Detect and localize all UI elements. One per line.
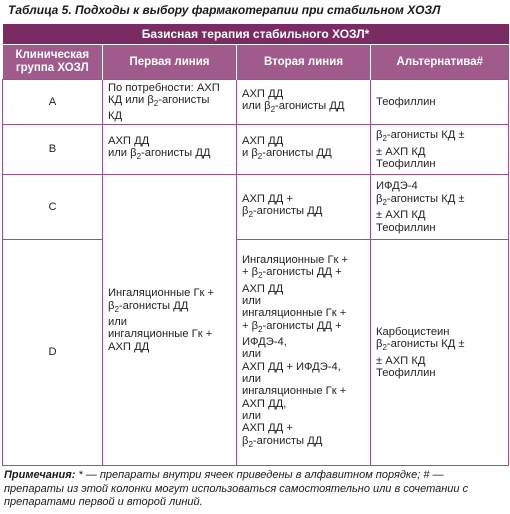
header-group	[3, 45, 103, 80]
cell-line: АХП ДД +	[242, 422, 293, 435]
table-row-d	[3, 239, 509, 465]
first-line-cell	[103, 80, 237, 124]
cell-line: или $\beta_2$-агонисты ДД	[242, 100, 345, 115]
cell-line: $\beta_2$-агонисты ДД	[242, 205, 323, 220]
banner-row	[3, 24, 509, 45]
cell-line: АХП ДД	[108, 340, 150, 353]
header-second-line: Вторая линия	[237, 45, 371, 80]
alternative-cell	[371, 239, 509, 465]
cell-line: АХП ДД +	[242, 192, 293, 205]
cell-line: АХП ДД,	[242, 397, 287, 410]
cell-line: КД или $\beta_2$-агонисты	[108, 93, 210, 109]
footnote-text: * — препараты внутри ячеек приведены в алфавитном порядке; # — препараты из этой колонки могут использоваться самостоятельно или в сочетании с препаратами первой и второй линий.	[4, 469, 469, 508]
cell-line: или	[242, 348, 262, 361]
group-cell: B	[3, 124, 103, 174]
cell-line: или $\beta_2$-агонисты ДД	[108, 147, 211, 162]
group-cell: A	[3, 80, 103, 124]
cell-line: Теофиллин	[376, 221, 436, 234]
cell-line: ИФДЭ-4,	[242, 336, 287, 349]
cell-line: или	[108, 316, 128, 329]
therapy-table	[2, 24, 509, 466]
second-line-cell	[237, 124, 371, 174]
cell-line: АХП ДД + ИФДЭ-4,	[242, 360, 341, 373]
cell-line: Теофиллин	[376, 96, 436, 109]
header-row	[3, 45, 509, 80]
header-alternative: Альтернатива#	[371, 45, 509, 80]
cell-line: Ингаляционные Гк +	[108, 287, 215, 300]
cell-line: Ингаляционные Гк +	[242, 253, 349, 266]
cell-line: ингаляционные Гк +	[242, 307, 347, 320]
cell-line: или	[242, 409, 262, 422]
table-row-b	[3, 124, 509, 174]
cell-line: ± АХП КД	[376, 209, 426, 222]
first-line-cell-cd	[103, 175, 237, 466]
cell-line: ± АХП КД	[376, 354, 426, 367]
header-group-line-1: Клиническая	[15, 49, 90, 62]
cell-line: КД	[108, 110, 123, 123]
cell-line: или	[242, 373, 262, 386]
cell-line: $\beta_2$-агонисты КД ±	[376, 192, 465, 207]
cell-line: $\beta_2$-агонисты ДД	[108, 299, 189, 314]
second-line-cell	[237, 80, 371, 124]
cell-line: ингаляционные Гк +	[108, 328, 213, 341]
footnote-label: Примечания:	[4, 469, 76, 481]
cell-line: и $\beta_2$-агонисты ДД	[242, 147, 332, 162]
first-line-cell	[103, 124, 237, 174]
table-row-c	[3, 175, 509, 240]
cell-line: или	[242, 295, 262, 307]
cell-line: Карбоцистеин	[376, 325, 450, 338]
alternative-cell	[371, 80, 509, 124]
banner-title: Базисная терапия стабильного ХОЗЛ*	[3, 24, 509, 45]
cell-line: АХП ДД	[242, 282, 284, 295]
cell-line: + $\beta_2$-агонисты ДД +	[242, 319, 342, 334]
cell-line: ± АХП КД	[376, 145, 426, 158]
alternative-cell	[371, 175, 509, 240]
table-caption: Таблица 5. Подходы к выбору фармакотерапии при стабильном ХОЗЛ	[8, 3, 441, 17]
cell-line: ингаляционные Гк +	[242, 385, 347, 398]
footnote	[4, 469, 504, 510]
cell-line: $\beta_2$-агонисты КД ±	[376, 338, 465, 353]
cell-line: Теофиллин	[376, 366, 436, 379]
header-group-line-2: группа ХОЗЛ	[15, 62, 89, 75]
group-cell: D	[3, 239, 103, 465]
cell-line: + $\beta_2$-агонисты ДД +	[242, 266, 342, 281]
header-first-line: Первая линия	[103, 45, 237, 80]
cell-line: По потребности: АХП	[108, 81, 220, 94]
cell-line: $\beta_2$-агонисты КД ±	[376, 129, 465, 144]
cell-line: АХП ДД	[242, 135, 284, 148]
second-line-cell	[237, 175, 371, 240]
table-row-a	[3, 80, 509, 124]
cell-line: АХП ДД	[242, 87, 284, 100]
cell-line: АХП ДД	[108, 135, 150, 148]
group-cell: C	[3, 175, 103, 240]
cell-line: $\beta_2$-агонисты ДД	[242, 434, 323, 449]
second-line-cell	[237, 239, 371, 465]
cell-line: Теофиллин	[376, 157, 436, 170]
alternative-cell	[371, 124, 509, 174]
cell-line: ИФДЭ-4	[376, 180, 418, 193]
